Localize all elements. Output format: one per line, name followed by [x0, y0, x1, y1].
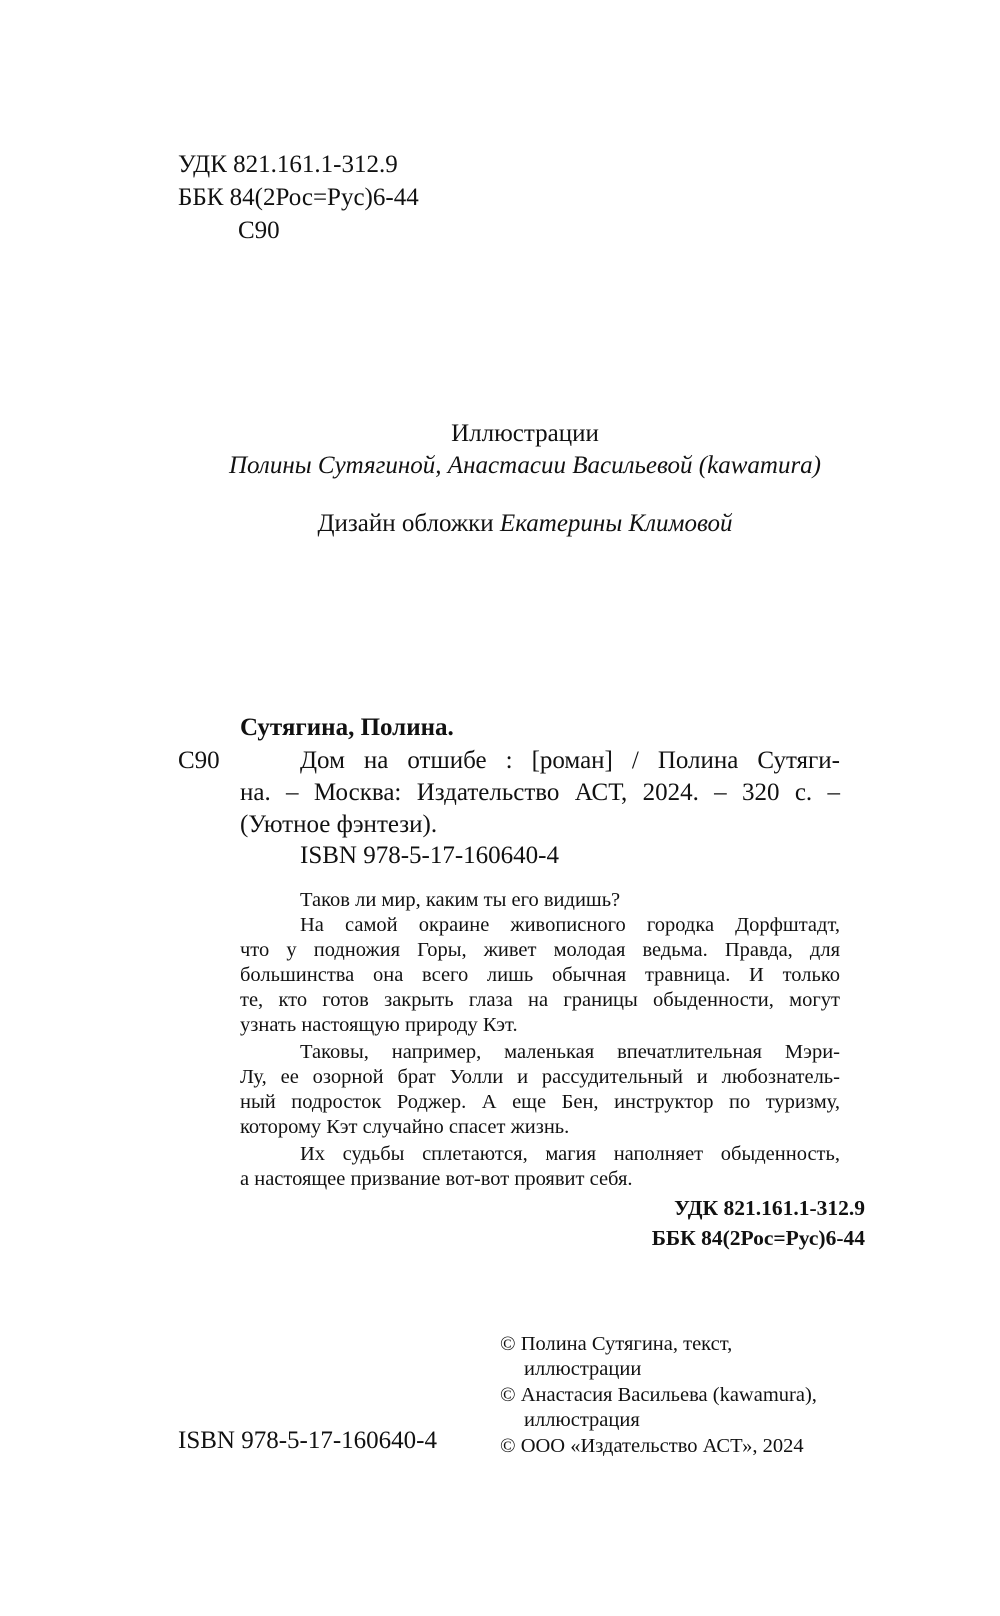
annotation-line: ный подросток Роджер. А еще Бен, инструктор по туризму,: [240, 1091, 840, 1113]
cover-designer-name: Екатерины Климовой: [499, 510, 733, 537]
record-isbn: ISBN 978-5-17-160640-4: [300, 842, 560, 869]
copyright-line: © Анастасия Васильева (kawamura),: [500, 1384, 817, 1406]
copyright-line: иллюстрации: [524, 1358, 642, 1380]
udk-code: УДК 821.161.1-312.9: [178, 151, 398, 178]
annotation-line: большинства она всего лишь обычная травница. И только: [240, 964, 840, 986]
record-line-1: Дом на отшибе : [роман] / Полина Сутяги-: [300, 747, 840, 774]
annotation-line: узнать настоящую природу Кэт.: [240, 1014, 518, 1036]
annotation-udk: УДК 821.161.1-312.9: [674, 1196, 865, 1220]
annotation-line: а настоящее призвание вот-вот проявит себя.: [240, 1168, 633, 1190]
copyright-line: © Полина Сутягина, текст,: [500, 1333, 733, 1355]
bbk-code: ББК 84(2Рос=Рус)6-44: [178, 184, 419, 211]
annotation-line: те, кто готов закрыть глаза на границы обыденности, могут: [240, 989, 840, 1011]
annotation-line: Таковы, например, маленькая впечатлительная Мэри-: [300, 1041, 840, 1063]
copyright-line: © ООО «Издательство АСТ», 2024: [500, 1435, 804, 1457]
cover-design-label: Дизайн обложки: [317, 510, 494, 537]
record-line-3: (Уютное фэнтези).: [240, 811, 438, 838]
annotation-line: Лу, ее озорной брат Уолли и рассудительный и любознатель-: [240, 1066, 840, 1088]
record-line-2: на. – Москва: Издательство АСТ, 2024. – 320 с. –: [240, 779, 840, 806]
annotation-line: что у подножия Горы, живет молодая ведьма. Правда, для: [240, 939, 840, 961]
record-author: Сутягина, Полина.: [240, 714, 454, 741]
cover-design-credit: [0, 510, 1000, 538]
annotation-line: Таков ли мир, каким ты его видишь?: [300, 889, 621, 911]
annotation-bbk: ББК 84(2Рос=Рус)6-44: [651, 1226, 865, 1250]
annotation-line: На самой окраине живописного городка Дорфштадт,: [300, 914, 840, 936]
isbn-bottom: ISBN 978-5-17-160640-4: [178, 1427, 438, 1454]
author-mark: С90: [238, 217, 280, 244]
copyright-line: иллюстрация: [524, 1409, 640, 1431]
illustrators-names: Полины Сутягиной, Анастасии Васильевой (kawamura): [228, 452, 822, 479]
record-author-mark: С90: [178, 747, 220, 774]
annotation-line: которому Кэт случайно спасет жизнь.: [240, 1116, 570, 1138]
annotation-line: Их судьбы сплетаются, магия наполняет обыденность,: [300, 1143, 840, 1165]
illustrations-heading: Иллюстрации: [451, 420, 599, 447]
